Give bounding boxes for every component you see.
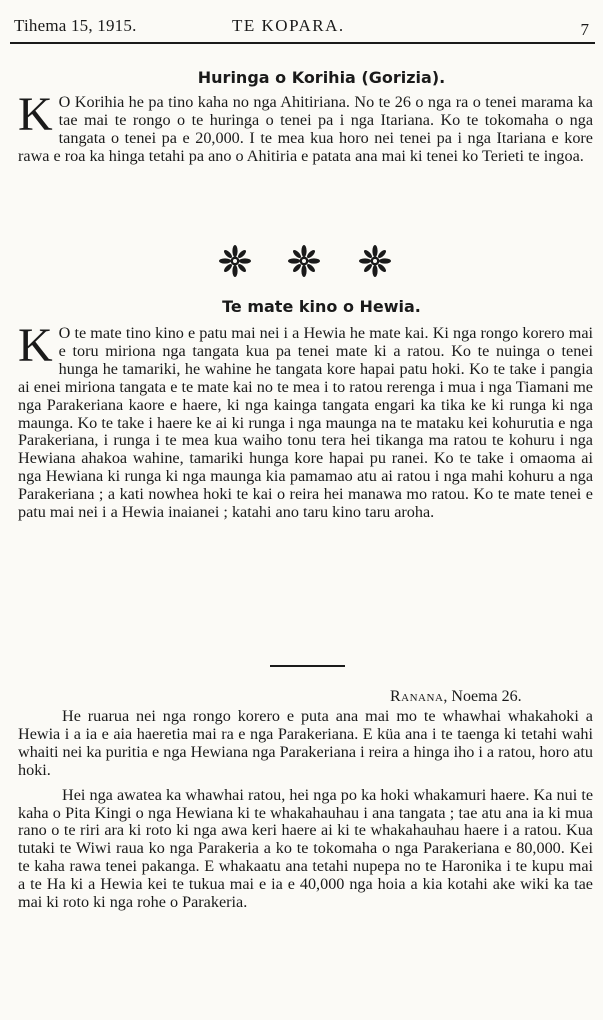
flower-ornament-icon	[287, 244, 321, 278]
article-body-hewia	[18, 319, 593, 522]
dateline-place: Ranana	[390, 688, 444, 705]
ornament-row	[0, 244, 603, 284]
header-date: Tihema 15, 1915.	[14, 16, 137, 35]
article-heading-korihia: Huringa o Korihia (Gorizia).	[197, 68, 446, 87]
article-text: O Korihia he pa tino kaha no nga Ahitiriana. No te 26 o nga ra o tenei marama ka tae mai te rongo o te huringa o tenei pa i nga Itariana. Ko te tokomaha o nga tangata o tenei pa e 20,000. I te mea kua horo nei tenei pa i nga Itariana e kore rawa e roa ka hinga tetahi pa ano o Ahitiria e patata ana mai ki tenei ko Terieti te ingoa.	[18, 93, 593, 165]
flower-ornament-icon	[218, 244, 252, 278]
article-heading-hewia: Te mate kino o Hewia.	[222, 297, 421, 316]
flower-ornament-icon	[358, 244, 392, 278]
dateline	[390, 688, 522, 706]
dateline-date: , Noema 26.	[443, 688, 522, 705]
article-body-ranana	[18, 708, 593, 919]
article-body-korihia	[18, 88, 593, 166]
article-text: O te mate tino kino e patu mai nei i a Hewia he mate kai. Ki nga rongo korero mai e toru miriona nga tangata kua pa tenei mate ki a ratou. Ko te nuinga o tenei hunga he tamariki, he wahine he tangata kore hapai patu hoki. Ko te take i pangia ai enei miriona tangata e te mate kai no te mea i to ratou rerenga i mua i nga Tiamani me nga Parakeriana kaore e haere, ki nga kainga tangata engari ka tika ke ki runga ki nga maunga. Ko te take i haere ke ai ki runga i nga maunga na te mataku kei kohurutia e nga Parakeriana, i runga i te mea kua waiho tonu tera hei tikanga ma ratou te kohuru i nga Hewiana ahakoa wahine, tamariki hunga kore hapai pu ranei. Ko te take i omaoma ai nga Hewiana ki runga ki nga maunga kia pamamao atu ai ratou i nga mahi kohuru a nga Parakeriana ; a kati nowhea hoki te kai o reira hei manawa mo ratou. Ko te mate tenei e patu mai nei i a Hewia inaianei ; katahi ano taru kino taru aroha.	[18, 324, 593, 522]
header-title: TE KOPARA.	[232, 16, 345, 35]
dropcap: K	[18, 319, 53, 372]
page-header	[0, 6, 603, 42]
dropcap: K	[18, 88, 53, 141]
header-rule	[10, 42, 595, 44]
paragraph: Hei nga awatea ka whawhai ratou, hei nga po ka hoki whakamuri haere. Ka nui te kaha o Pita Kingi o nga Hewiana ki te whakahauhau i ana tangata ; tae atu ana ia ki mua rano o te riri ara ki roto ki nga awa keri haere ai ki te whakahauhau haere i a ratou. Kua tutaki te Wiwi raua ko nga Parakeria a ko te tokomaha o nga Parakeriana e 80,000. Kei te kaha rawa tenei pakanga. E whakaatu ana tetahi nupepa no te Haronika i te kupu mai a te Ha ki a Hewia kei te tukua mai e ia e 40,000 nga hoia a kia kotahi ake wiki ka tae mai ki roto ki nga rohe o Parakeria.	[18, 785, 593, 912]
page-number: 7	[580, 20, 589, 39]
paragraph: He ruarua nei nga rongo korero e puta ana mai mo te whawhai whakahoki a Hewia i a ia e aia haeretia mai ra e nga Parakeriana. E küa ana i te taenga ki tetahi wahi whaiti nei ka puritia e nga Hewiana nga Parakeriana i reira a hinga iho i a ratou, horo atu hoki.	[18, 707, 593, 779]
section-divider	[270, 665, 345, 667]
